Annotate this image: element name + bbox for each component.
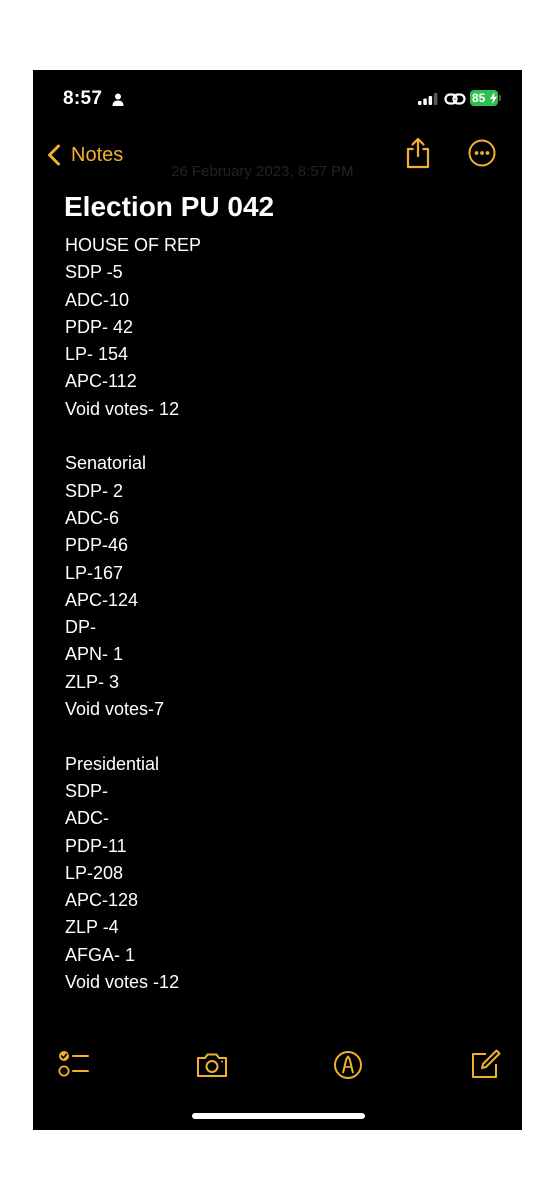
note-line: ZLP- 3 bbox=[65, 671, 120, 692]
share-icon[interactable] bbox=[405, 137, 431, 169]
home-indicator[interactable] bbox=[192, 1113, 365, 1119]
note-title[interactable]: Election PU 042 bbox=[64, 191, 275, 222]
battery-indicator bbox=[470, 90, 498, 106]
note-line: AFGA- 1 bbox=[65, 944, 136, 965]
note-line: SDP- bbox=[65, 780, 109, 801]
blank-line bbox=[65, 423, 495, 450]
note-line: LP-208 bbox=[65, 862, 124, 883]
note-line: LP- 154 bbox=[65, 344, 129, 365]
chevron-left-icon bbox=[47, 144, 61, 166]
camera-icon[interactable] bbox=[195, 1048, 229, 1082]
status-time: 8:57 bbox=[63, 88, 103, 109]
hotspot-link-icon bbox=[444, 91, 466, 107]
note-line: APC-112 bbox=[65, 371, 137, 392]
note-line: LP-167 bbox=[65, 562, 124, 583]
note-line: ADC-6 bbox=[65, 507, 120, 528]
note-line: PDP-46 bbox=[65, 535, 129, 556]
note-line: DP- bbox=[65, 617, 96, 638]
note-line: Void votes- 12 bbox=[65, 398, 180, 419]
back-to-notes-button[interactable] bbox=[47, 140, 123, 170]
phone-screen bbox=[33, 70, 522, 1130]
status-bar bbox=[33, 70, 522, 130]
charging-bolt-icon bbox=[490, 92, 497, 104]
note-line: SDP -5 bbox=[65, 262, 123, 283]
note-line: ADC- bbox=[65, 808, 109, 829]
note-line: PDP- 42 bbox=[65, 316, 134, 337]
battery-level: 85 bbox=[472, 91, 486, 105]
note-line: APC-124 bbox=[65, 589, 139, 610]
note-body[interactable] bbox=[65, 232, 495, 996]
note-line: APN- 1 bbox=[65, 644, 124, 665]
note-line: APC-128 bbox=[65, 890, 139, 911]
checklist-icon[interactable] bbox=[57, 1048, 91, 1082]
note-line: Void votes-7 bbox=[65, 699, 165, 720]
note-line: Presidential bbox=[65, 753, 160, 774]
note-line: PDP-11 bbox=[65, 835, 127, 856]
battery-cap bbox=[499, 95, 501, 101]
note-line: Senatorial bbox=[65, 453, 147, 474]
note-date: 26 February 2023, 8:57 PM bbox=[171, 163, 354, 180]
person-icon bbox=[112, 93, 124, 106]
note-line: ADC-10 bbox=[65, 289, 130, 310]
blank-line bbox=[65, 723, 495, 750]
markup-pen-icon[interactable] bbox=[331, 1048, 365, 1082]
cellular-signal-icon bbox=[418, 93, 438, 105]
compose-icon[interactable] bbox=[468, 1048, 502, 1082]
note-line: SDP- 2 bbox=[65, 480, 124, 501]
note-line: Void votes -12 bbox=[65, 972, 180, 993]
note-line: ZLP -4 bbox=[65, 917, 119, 938]
back-label: Notes bbox=[71, 143, 124, 166]
more-options-icon[interactable] bbox=[468, 139, 496, 167]
note-line: HOUSE OF REP bbox=[65, 235, 202, 255]
